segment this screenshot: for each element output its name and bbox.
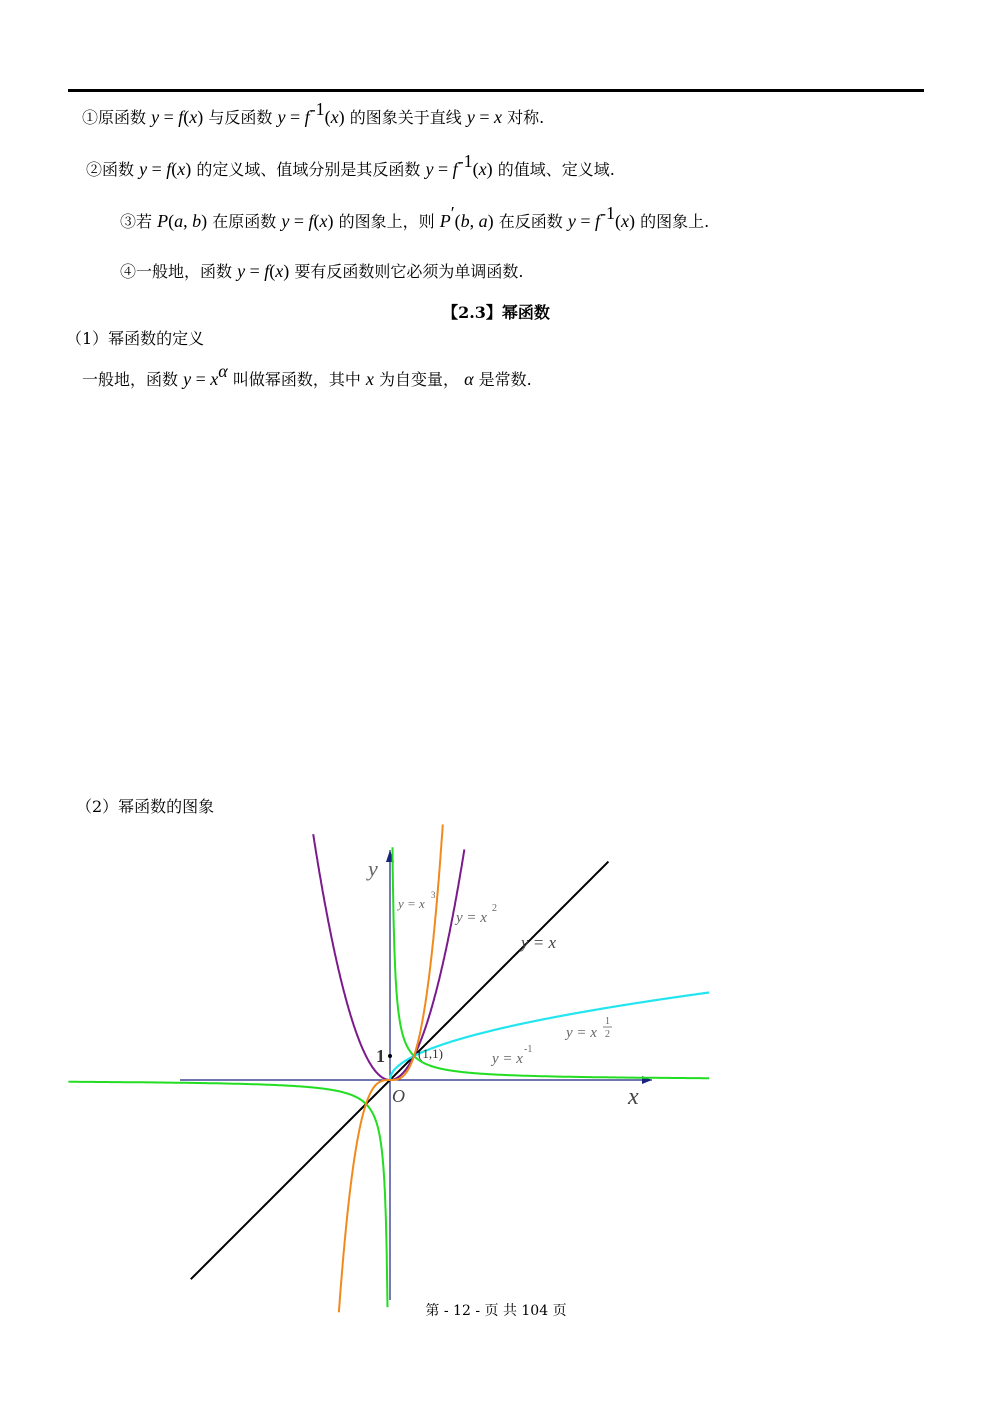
label-square: y = x — [456, 910, 487, 926]
subheading-graph: （2）幂函数的图象 — [76, 797, 215, 816]
label-identity: y = x — [521, 933, 557, 952]
curve-y-equals-x — [191, 862, 609, 1280]
label-sqrt-num: 1 — [605, 1016, 610, 1027]
section-title: 【2.3】幂函数 — [442, 303, 550, 322]
property-4: ④一般地，函数 y = f(x) 要有反函数则它必须为单调函数. — [120, 261, 524, 281]
page-footer: 第 - 12 - 页 共 104 页 — [425, 1303, 567, 1319]
label-sqrt: y = x — [566, 1025, 597, 1041]
curve-y-equals-sqrt-x — [390, 993, 709, 1081]
label-inverse-exp: -1 — [524, 1044, 533, 1055]
label-square-exp: 2 — [492, 903, 497, 914]
curve-y-equals-x-squared — [313, 834, 464, 1080]
curve-y-equals-x-inverse-positive — [393, 847, 710, 1078]
tick-one-dot — [388, 1054, 392, 1058]
label-cube-exp: 3 — [431, 890, 436, 900]
property-3: ③若 P(a, b) 在原函数 y = f(x) 的图象上，则 P′(b, a) 在反函数 $y = f^{-1}(x)$ 的图象上. — [120, 203, 710, 231]
y-axis-label: y — [368, 856, 378, 881]
point-label: (1,1) — [418, 1046, 443, 1061]
subheading-definition: （1）幂函数的定义 — [66, 329, 205, 348]
property-1: ①原函数 y = f(x) 与反函数 $y = f^{-1}(x)$ 的图象关于直线 y = x 对称. — [82, 99, 545, 127]
x-axis-label: x — [628, 1084, 639, 1110]
label-sqrt-den: 2 — [605, 1029, 610, 1040]
curve-y-equals-x-inverse-negative — [68, 1082, 387, 1307]
label-inverse: y = x — [492, 1051, 523, 1067]
definition-text: 一般地，函数 $y = x^\alpha$ 叫做幂函数，其中 x 为自变量， α 是常数. — [82, 361, 532, 389]
property-2: ②函数 y = f(x) 的定义域、值域分别是其反函数 $y = f^{-1}(x)$ 的值域、定义域. — [86, 151, 615, 179]
curve-y-equals-x-cubed — [339, 824, 443, 1312]
label-cube: y = x — [398, 896, 425, 911]
origin-label: O — [392, 1086, 405, 1106]
tick-label-one: 1 — [376, 1046, 385, 1066]
